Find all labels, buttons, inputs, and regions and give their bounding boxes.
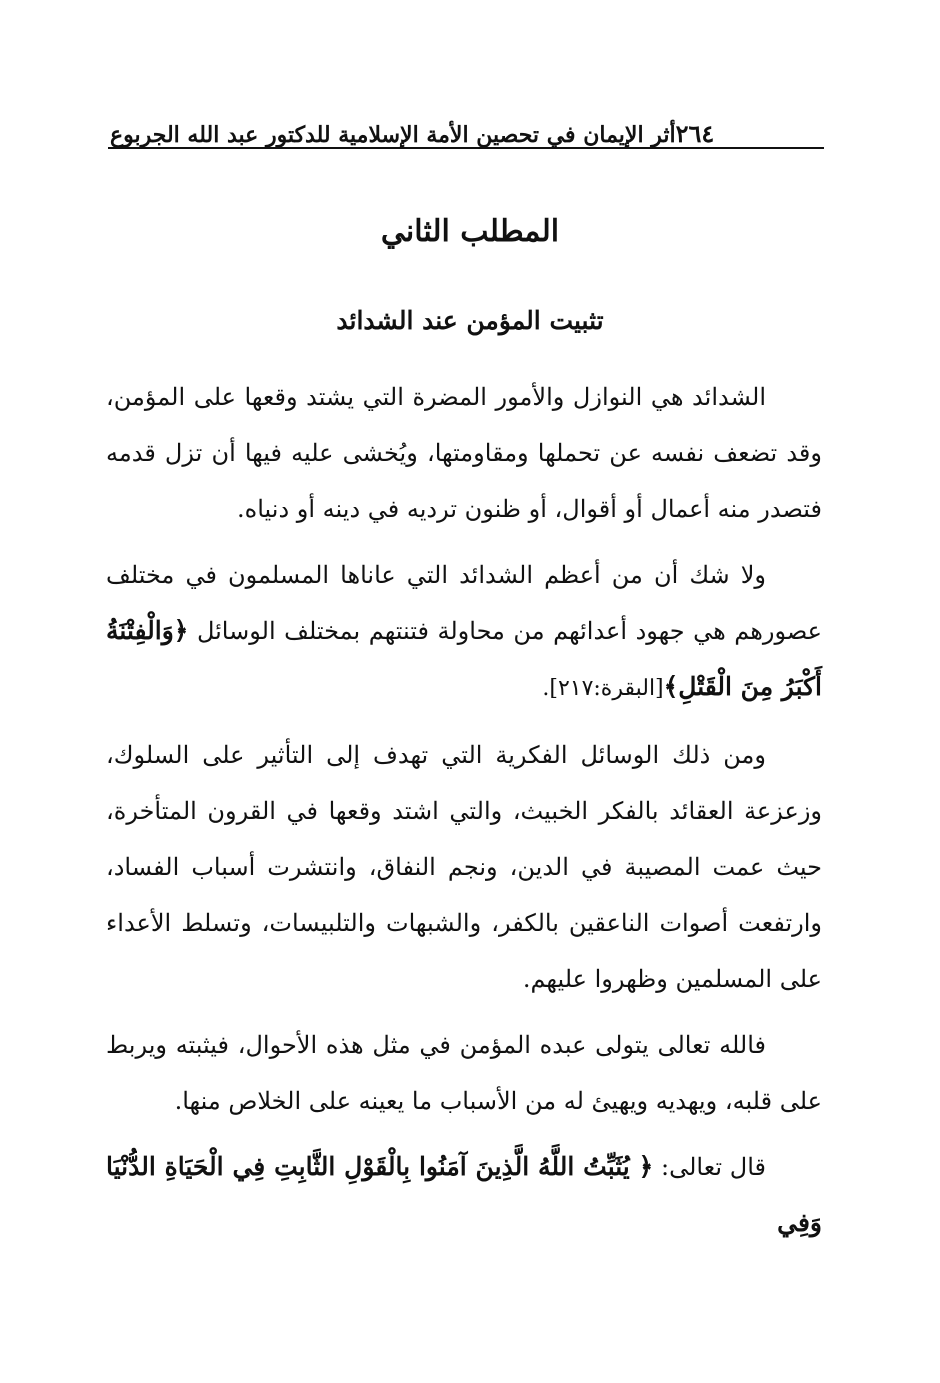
paragraph-2-text: ولا شك أن من أعظم الشدائد التي عاناها المسلمون في مختلف عصورهم هي جهود أعدائهم من محاولة فتنتهم بمختلف الوسائل [106,561,822,645]
header-rule [108,147,824,149]
section-title: المطلب الثاني [380,214,560,249]
paragraph-2 [106,547,822,717]
section-subtitle: تثبيت المؤمن عند الشدائد [336,306,604,335]
quran-verse-1: ﴿وَالْفِتْنَةُ أَكْبَرُ مِنَ الْقَتْلِ﴾ [106,616,822,701]
header-title: أثر الإيمان في تحصين الأمة الإسلامية للدكتور عبد الله الجربوع [110,122,676,148]
page-number: ٢٦٤ [675,119,715,148]
running-header [110,104,824,148]
paragraph-4: فالله تعالى يتولى عبده المؤمن في مثل هذه الأحوال، فيثبته ويربط على قلبه، ويهديه ويهيئ له من الأسباب ما يعينه على الخلاص منها. [106,1031,822,1115]
body-text [106,369,822,1251]
paragraph-1: الشدائد هي النوازل والأمور المضرة التي يشتد وقعها على المؤمن، وقد تضعف نفسه عن تحملها ومقاومتها، ويُخشى عليه فيها أن تزل قدمه فتصدر منه أعمال أو أقوال، أو ظنون ترديه في دينه أو دنياه. [106,383,822,523]
paragraph-5-text: قال تعالى: [661,1153,767,1181]
quran-verse-2: ﴿ يُثَبِّتُ اللَّهُ الَّذِينَ آمَنُوا بِالْقَوْلِ الثَّابِتِ فِي الْحَيَاةِ الدُّنْيَا وَفِي [106,1152,822,1237]
verse-reference-1: [البقرة:٢١٧]. [542,676,664,701]
paragraph-3: ومن ذلك الوسائل الفكرية التي تهدف إلى التأثير على السلوك، وزعزعة العقائد بالفكر الخبيث، والتي اشتد وقعها في القرون المتأخرة، حيث عمت المصيبة في الدين، ونجم النفاق، وانتشرت أسباب الفساد، وارتفعت أصوات الناعقين بالكفر، والشبهات والتلبيسات، وتسلط الأعداء على المسلمين وظهروا عليهم. [106,741,822,993]
paragraph-5 [106,1139,822,1251]
